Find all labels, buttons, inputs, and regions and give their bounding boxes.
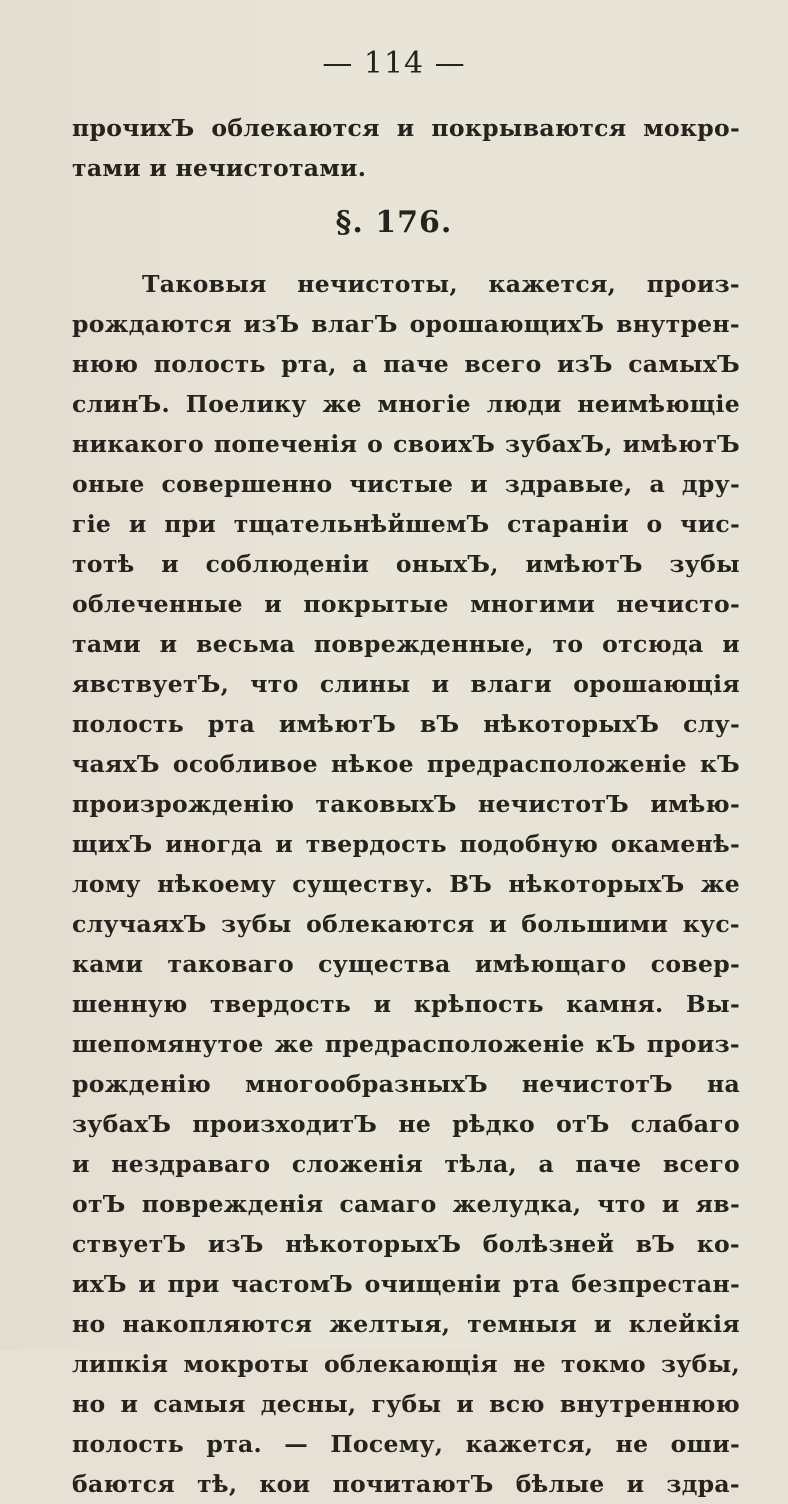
text-line: шепомянутое же предрасположеніе кЪ произ-	[72, 1030, 740, 1058]
text-line: полость рта имѣютЪ вЪ нѣкоторыхЪ слу-	[72, 710, 740, 738]
text-line: явствуетЪ, что слины и влаги орошающія	[72, 670, 740, 698]
section-heading: §. 176.	[335, 205, 453, 240]
text-line: тами и весьма поврежденные, то отсюда и	[72, 630, 740, 658]
page-number: — 114 —	[322, 46, 466, 81]
text-line: и нездраваго сложенія тѣла, а паче всего	[72, 1150, 740, 1178]
text-line: случаяхЪ зубы облекаются и большими кус-	[72, 910, 740, 938]
text-line: шенную твердость и крѣпость камня. Вы-	[72, 990, 740, 1018]
text-line: тами и нечистотами.	[72, 154, 367, 182]
text-line: отЪ поврежденія самаго желудка, что и яв-	[72, 1190, 740, 1218]
text-line: полость рта. — Посему, кажется, не оши-	[72, 1430, 740, 1458]
text-line: нюю полость рта, а паче всего изЪ самыхЪ	[72, 350, 740, 378]
text-line: ками таковаго существа имѣющаго совер-	[72, 950, 740, 978]
text-line: зубахЪ произходитЪ не рѣдко отЪ слабаго	[72, 1110, 740, 1138]
text-line: ихЪ и при частомЪ очищеніи рта безпрестан-	[72, 1270, 740, 1298]
intro-text	[72, 108, 740, 188]
text-line: Таковыя нечистоты, кажется, произ-	[142, 270, 740, 298]
text-line: ствуетЪ изЪ нѣкоторыхЪ болѣзней вЪ ко-	[72, 1230, 740, 1258]
text-line: гіе и при тщательнѣйшемЪ стараніи о чис-	[72, 510, 740, 538]
text-line: но накопляются желтыя, темныя и клейкія	[72, 1310, 740, 1338]
text-line: оные совершенно чистые и здравые, а дру-	[72, 470, 740, 498]
paragraph-text	[72, 264, 740, 1504]
text-line: лому нѣкоему существу. ВЪ нѣкоторыхЪ же	[72, 870, 740, 898]
text-line: но и самыя десны, губы и всю внутреннюю	[72, 1390, 740, 1418]
text-line: щихЪ иногда и твердость подобную окаменѣ-	[72, 830, 740, 858]
text-line: рождаются изЪ влагЪ орошающихЪ внутрен-	[72, 310, 740, 338]
text-line: липкія мокроты облекающія не токмо зубы,	[72, 1350, 740, 1378]
text-line: произрожденію таковыхЪ нечистотЪ имѣю-	[72, 790, 740, 818]
text-line: чаяхЪ особливое нѣкое предрасположеніе кЪ	[72, 750, 740, 778]
text-line: никакого попеченія о своихЪ зубахЪ, имѣютЪ	[72, 430, 740, 458]
text-line: прочихЪ облекаются и покрываются мокро-	[72, 114, 740, 142]
text-line: слинЪ. Поелику же многіе люди неимѣющіе	[72, 390, 740, 418]
text-line: баются тѣ, кои почитаютЪ бѣлые и здра-	[72, 1470, 740, 1498]
text-line: тотѣ и соблюденіи оныхЪ, имѣютЪ зубы	[72, 550, 740, 578]
text-line: облеченные и покрытые многими нечисто-	[72, 590, 740, 618]
text-line: рожденію многообразныхЪ нечистотЪ на	[72, 1070, 740, 1098]
